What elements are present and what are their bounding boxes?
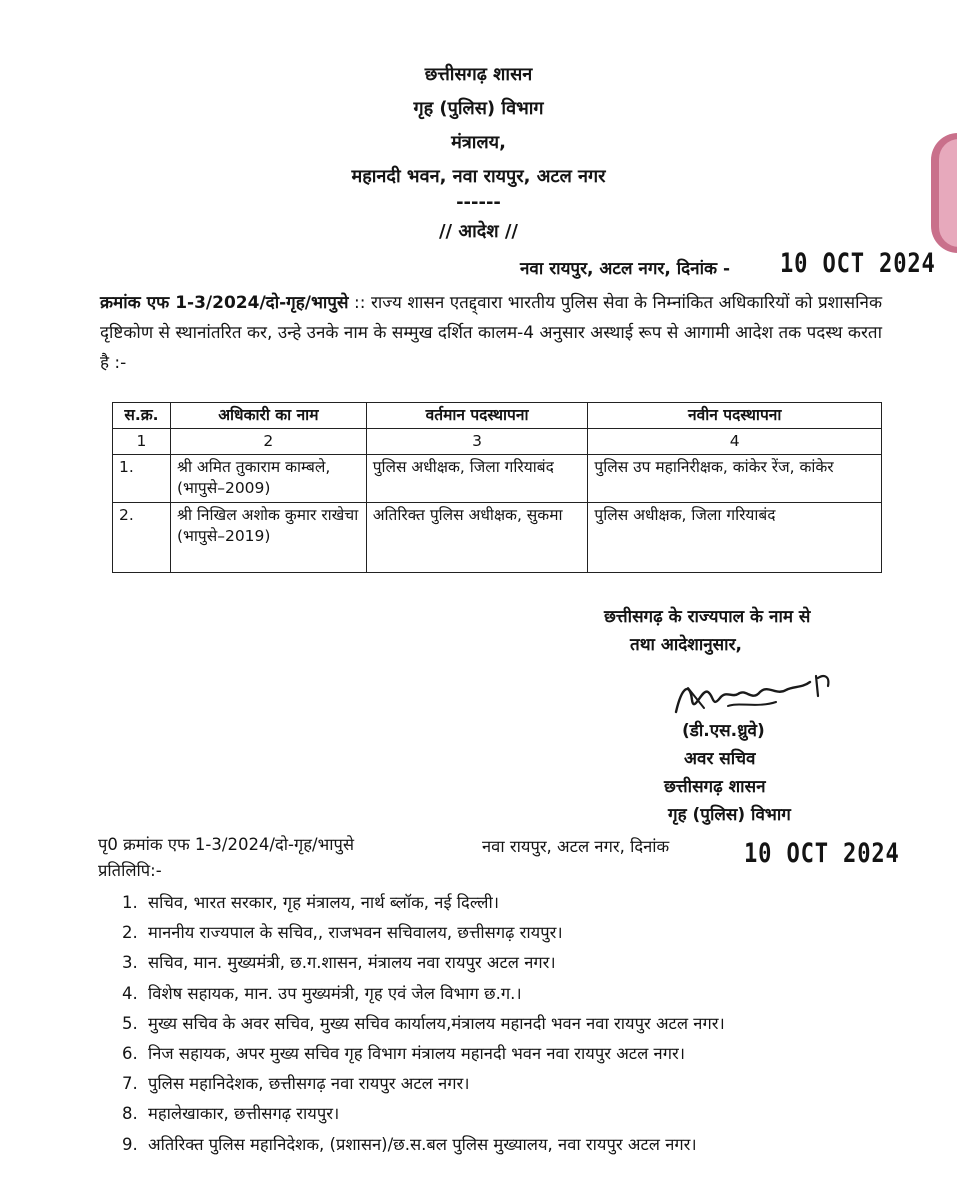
cell-new-posting: पुलिस अधीक्षक, जिला गरियाबंद	[588, 503, 882, 573]
col-number: 2	[170, 429, 366, 455]
cell-sno: 2.	[113, 503, 171, 573]
col-header-new: नवीन पदस्थापना	[588, 403, 882, 429]
signatory-department: गृह (पुलिस) विभाग	[668, 805, 791, 825]
table-number-row	[113, 429, 882, 455]
order-reference: क्रमांक एफ 1-3/2024/दो-गृह/भापुसे	[100, 293, 349, 313]
list-item: 9. अतिरिक्त पुलिस महानिदेशक, (प्रशासन)/छ.स.बल पुलिस मुख्यालय, नवा रायपुर अटल नगर।	[122, 1134, 697, 1154]
endorsement-date-stamp: 10 OCT 2024	[744, 838, 900, 869]
list-item: 1. सचिव, भारत सरकार, गृह मंत्रालय, नार्थ ब्लॉक, नई दिल्ली।	[122, 893, 499, 912]
header-address: महानदी भवन, नवा रायपुर, अटल नगर	[351, 166, 606, 187]
order-text: :: राज्य शासन एतद्द्वारा भारतीय पुलिस सेवा के निम्नांकित अधिकारियों को प्रशासनिक दृष्टिकोण से स्थानांतरित कर, उन्हे उनके नाम के सम्मुख दर्शित कालम-4 अनुसार अस्थाई रूप से आगामी आदेश तक पदस्थ करता है :-	[100, 293, 883, 373]
table-header-row	[113, 403, 882, 429]
table-row	[113, 455, 882, 503]
col-number: 4	[588, 429, 882, 455]
header-department: गृह (पुलिस) विभाग	[413, 98, 544, 119]
header-ministry: मंत्रालय,	[451, 132, 506, 153]
order-title: // आदेश //	[438, 221, 519, 242]
header-separator: ------	[456, 192, 501, 213]
closing-line-1: छत्तीसगढ़ के राज्यपाल के नाम से	[604, 607, 811, 627]
signatory-name: (डी.एस.ध्रुवे)	[682, 721, 765, 741]
col-header-sno: स.क्र.	[113, 403, 171, 429]
handwritten-signature	[668, 668, 838, 724]
transfer-table	[112, 402, 882, 573]
col-number: 3	[366, 429, 588, 455]
cell-new-posting: पुलिस उप महानिरीक्षक, कांकेर रेंज, कांकेर	[588, 455, 882, 503]
date-place: नवा रायपुर, अटल नगर, दिनांक -	[520, 259, 731, 279]
col-number: 1	[113, 429, 171, 455]
closing-line-2: तथा आदेशानुसार,	[630, 635, 742, 655]
endorsement-place: नवा रायपुर, अटल नगर, दिनांक	[482, 837, 670, 856]
order-paragraph	[100, 288, 882, 378]
table-row	[113, 503, 882, 573]
list-item: 5. मुख्य सचिव के अवर सचिव, मुख्य सचिव कार्यालय,मंत्रालय महानदी भवन नवा रायपुर अटल नगर।	[122, 1013, 725, 1033]
list-item: 6. निज सहायक, अपर मुख्य सचिव गृह विभाग मंत्रालय महानदी भवन नवा रायपुर अटल नगर।	[122, 1043, 685, 1063]
list-item: 8. महालेखाकार, छत्तीसगढ़ रायपुर।	[122, 1104, 340, 1124]
list-item: 4. विशेष सहायक, मान. उप मुख्यमंत्री, गृह एवं जेल विभाग छ.ग.।	[122, 983, 522, 1003]
copy-list	[122, 888, 725, 1160]
signatory-office: छत्तीसगढ़ शासन	[664, 777, 766, 797]
cell-current-posting: पुलिस अधीक्षक, जिला गरियाबंद	[366, 455, 588, 503]
cell-current-posting: अतिरिक्त पुलिस अधीक्षक, सुकमा	[366, 503, 588, 573]
cell-sno: 1.	[113, 455, 171, 503]
header-govt: छत्तीसगढ़ शासन	[424, 64, 533, 85]
signatory-designation: अवर सचिव	[684, 749, 756, 769]
date-stamp: 10 OCT 2024	[780, 248, 936, 279]
list-item: 3. सचिव, मान. मुख्यमंत्री, छ.ग.शासन, मंत्रालय नवा रायपुर अटल नगर।	[122, 953, 556, 973]
col-header-current: वर्तमान पदस्थापना	[366, 403, 588, 429]
list-item: 2. माननीय राज्यपाल के सचिव,, राजभवन सचिवालय, छत्तीसगढ़ रायपुर।	[122, 923, 563, 943]
cell-officer-name: श्री अमित तुकाराम काम्बले, (भापुसे–2009)	[170, 455, 366, 503]
col-header-name: अधिकारी का नाम	[170, 403, 366, 429]
cell-officer-name: श्री निखिल अशोक कुमार राखेचा (भापुसे–2019)	[170, 503, 366, 573]
list-item: 7. पुलिस महानिदेशक, छत्तीसगढ़ नवा रायपुर अटल नगर।	[122, 1074, 470, 1094]
copy-label: प्रतिलिपि:-	[98, 861, 162, 880]
endorsement-reference: पृ0 क्रमांक एफ 1-3/2024/दो-गृह/भापुसे	[98, 835, 354, 854]
